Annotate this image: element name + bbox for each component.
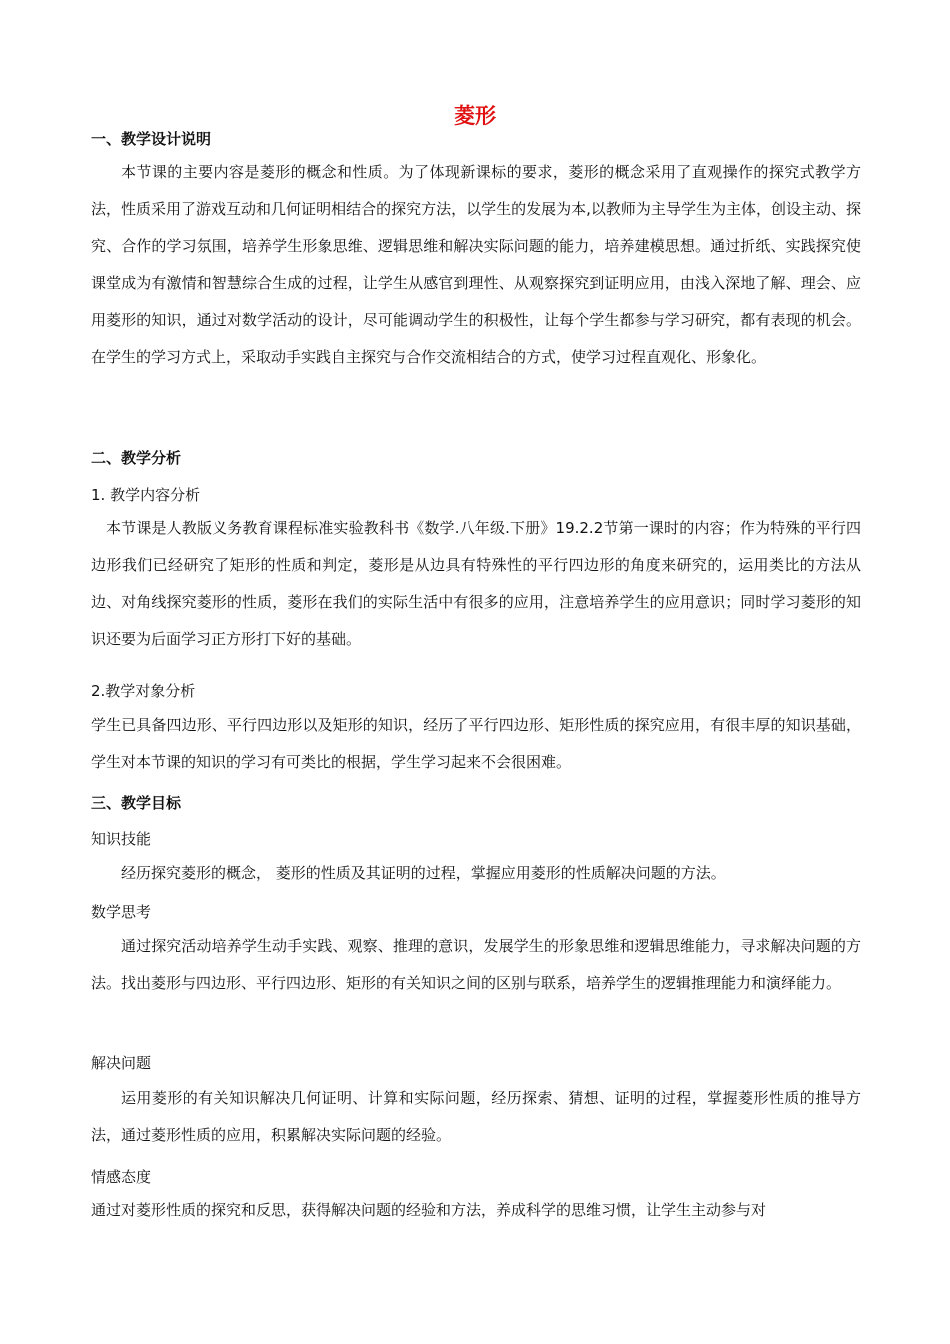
goal-text-attitude: 通过对菱形性质的探究和反思，获得解决问题的经验和方法，养成科学的思维习惯，让学生主动参与对: [91, 1201, 767, 1219]
goal-label-problem-solving: 解决问题: [91, 1054, 152, 1072]
goal-label-math-thinking: 数学思考: [91, 903, 152, 921]
goal-label-knowledge: 知识技能: [91, 830, 152, 848]
subheading-audience-analysis: 2.教学对象分析: [91, 682, 196, 700]
content-analysis-paragraph: 本节课是人教版义务教育课程标准实验教科书《数学.八年级.下册》19.2.2节第一课时的内容；作为特殊的平行四边形我们已经研究了矩形的性质和判定，菱形是从边具有特殊性的平行四边形的角度来研究的，运用类比的方法从边、对角线探究菱形的性质，菱形在我们的实际生活中有很多的应用，注意培养学生的应用意识；同时学习菱形的知识还要为后面学习正方形打下好的基础。: [91, 519, 861, 648]
page-title: 菱形: [454, 104, 496, 128]
goal-label-attitude: 情感态度: [91, 1168, 152, 1186]
goal-text-problem-solving: 运用菱形的有关知识解决几何证明、计算和实际问题，经历探索、猜想、证明的过程，掌握菱形性质的推导方法，通过菱形性质的应用，积累解决实际问题的经验。: [91, 1089, 861, 1144]
section-heading-goals: 三、教学目标: [91, 794, 182, 812]
audience-analysis-paragraph: 学生已具备四边形、平行四边形以及矩形的知识，经历了平行四边形、矩形性质的探究应用，有很丰厚的知识基础，学生对本节课的知识的学习有可类比的根据，学生学习起来不会很困难。: [91, 716, 861, 771]
section-heading-analysis: 二、教学分析: [91, 449, 182, 467]
design-paragraph: 本节课的主要内容是菱形的概念和性质。为了体现新课标的要求，菱形的概念采用了直观操作的探究式教学方法，性质采用了游戏互动和几何证明相结合的探究方法，以学生的发展为本,以教师为主导学生为主体，创设主动、探究、合作的学习氛围，培养学生形象思维、逻辑思维和解决实际问题的能力，培养建模思想。通过折纸、实践探究使课堂成为有激情和智慧综合生成的过程，让学生从感官到理性、从观察探究到证明应用，由浅入深地了解、理会、应用菱形的知识，通过对数学活动的设计，尽可能调动学生的积极性，让每个学生都参与学习研究，都有表现的机会。在学生的学习方式上，采取动手实践自主探究与合作交流相结合的方式，使学习过程直观化、形象化。: [91, 163, 861, 366]
subheading-content-analysis: 1. 教学内容分析: [91, 486, 201, 504]
section-heading-design: 一、教学设计说明: [91, 130, 212, 148]
goal-text-knowledge: 经历探究菱形的概念， 菱形的性质及其证明的过程，掌握应用菱形的性质解决问题的方法。: [121, 864, 726, 882]
goal-text-math-thinking: 通过探究活动培养学生动手实践、观察、推理的意识，发展学生的形象思维和逻辑思维能力，寻求解决问题的方法。找出菱形与四边形、平行四边形、矩形的有关知识之间的区别与联系，培养学生的逻辑推理能力和演绎能力。: [91, 937, 861, 992]
